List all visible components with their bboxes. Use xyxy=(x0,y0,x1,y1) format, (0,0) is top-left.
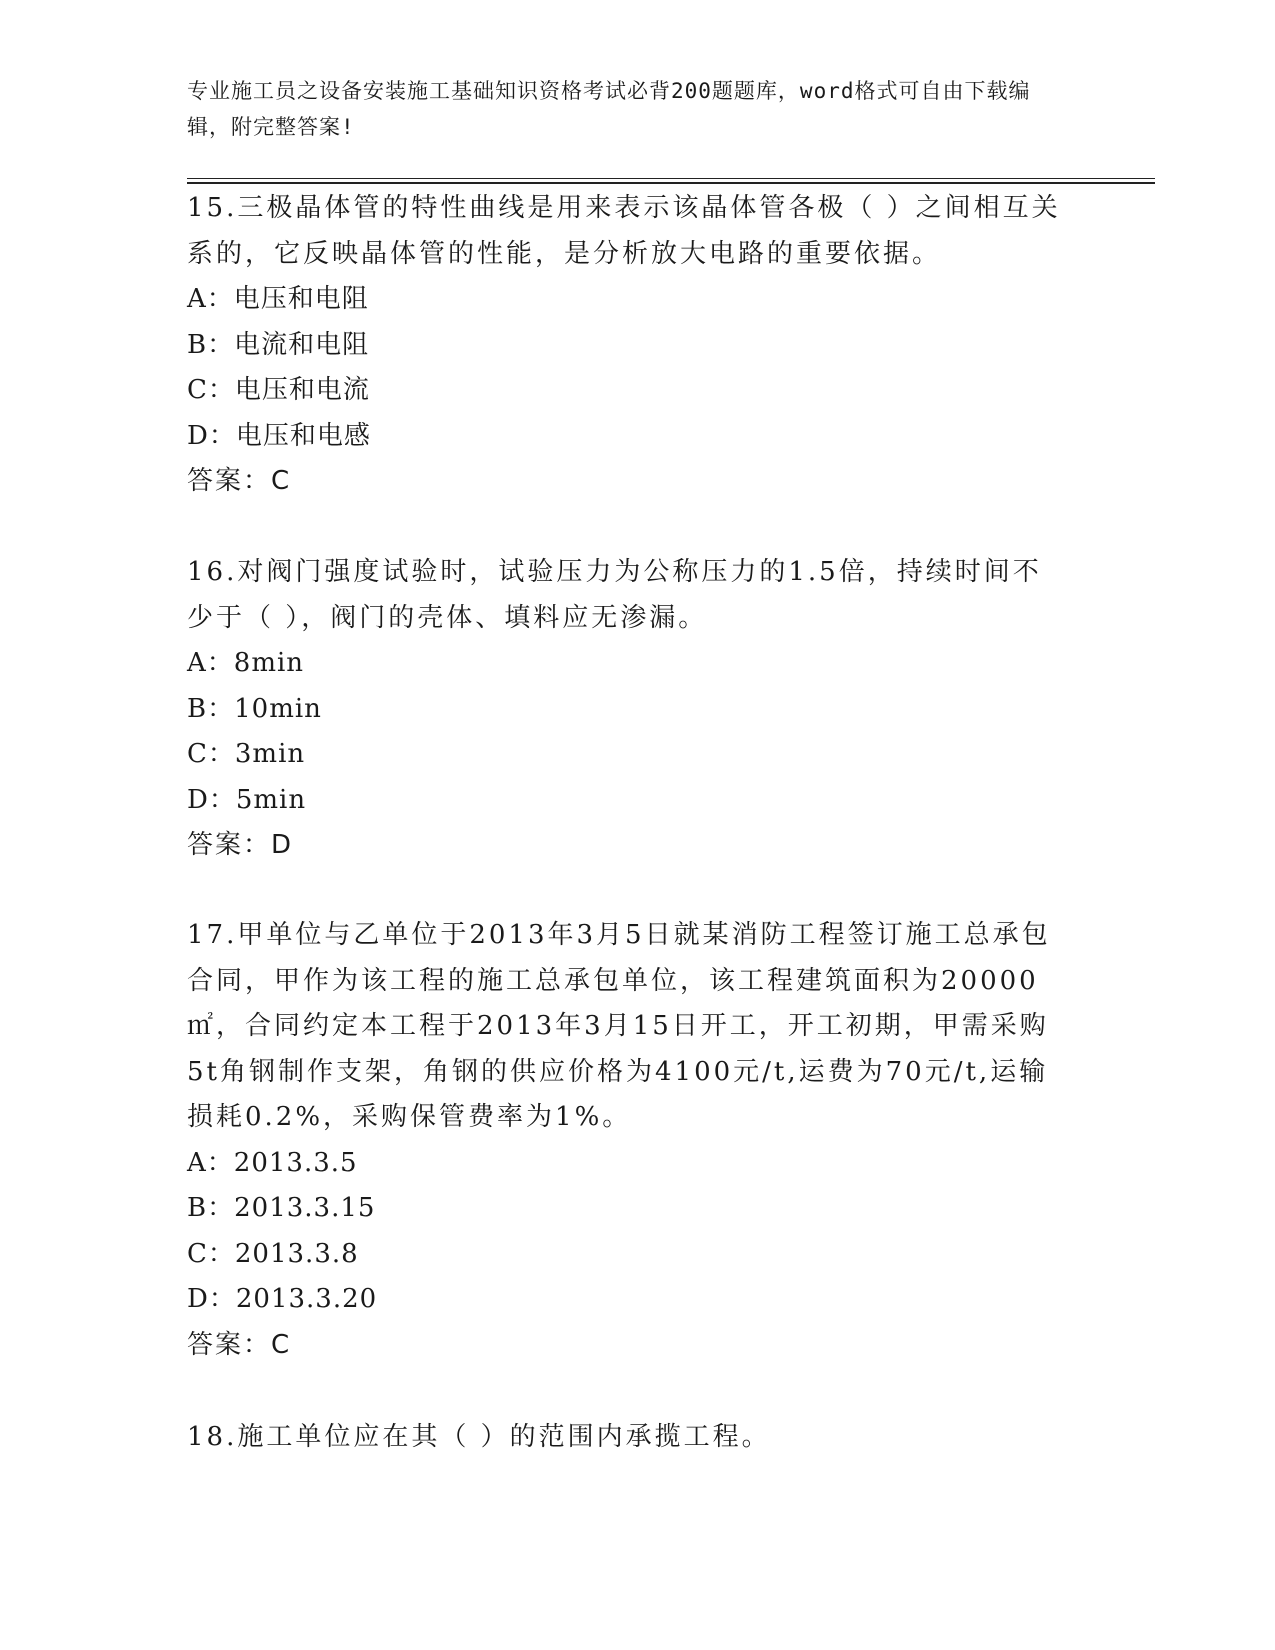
option-c: C：2013.3.8 xyxy=(187,1238,359,1269)
question-stem: 18.施工单位应在其（ ）的范围内承揽工程。 xyxy=(187,1422,771,1452)
header-divider-thin xyxy=(187,178,1155,179)
question-15 xyxy=(187,186,1067,505)
option-a: A：8min xyxy=(187,648,305,678)
option-d: D：2013.3.20 xyxy=(187,1284,378,1314)
option-b: B：10min xyxy=(187,693,322,724)
option-d: D：电压和电感 xyxy=(187,420,371,451)
question-17 xyxy=(187,913,1067,1368)
question-18 xyxy=(187,1415,1067,1461)
answer-line: 答案：C xyxy=(187,466,292,496)
option-a: A：2013.3.5 xyxy=(187,1147,358,1178)
header-divider-thick xyxy=(187,182,1155,184)
question-stem: 16.对阀门强度试验时，试验压力为公称压力的1.5倍，持续时间不少于（ ），阀门的壳体、填料应无渗漏。 xyxy=(187,557,1042,633)
option-a: A：电压和电阻 xyxy=(187,284,369,314)
option-b: B：2013.3.15 xyxy=(187,1193,376,1223)
answer-line: 答案：C xyxy=(187,1329,292,1360)
option-c: C：电压和电流 xyxy=(187,375,370,405)
option-d: D：5min xyxy=(187,784,307,815)
answer-line: 答案：D xyxy=(187,830,294,860)
question-stem: 15.三极晶体管的特性曲线是用来表示该晶体管各极（ ）之间相互关系的，它反映晶体管的性能，是分析放大电路的重要依据。 xyxy=(187,193,1061,269)
question-stem: 17.甲单位与乙单位于2013年3月5日就某消防工程签订施工总承包合同，甲作为该工程的施工总承包单位，该工程建筑面积为20000㎡，合同约定本工程于2013年3月15日开工，开工初期，甲需采购5t角钢制作支架，角钢的供应价格为4100元/t,运费为70元/t,运输损耗0.2%，采购保管费率为1%。 xyxy=(187,920,1051,1132)
question-16 xyxy=(187,550,1067,869)
document-header: 专业施工员之设备安装施工基础知识资格考试必背200题题库，word格式可自由下载编辑，附完整答案! xyxy=(187,79,1031,139)
option-b: B：电流和电阻 xyxy=(187,329,370,360)
option-c: C：3min xyxy=(187,739,306,769)
